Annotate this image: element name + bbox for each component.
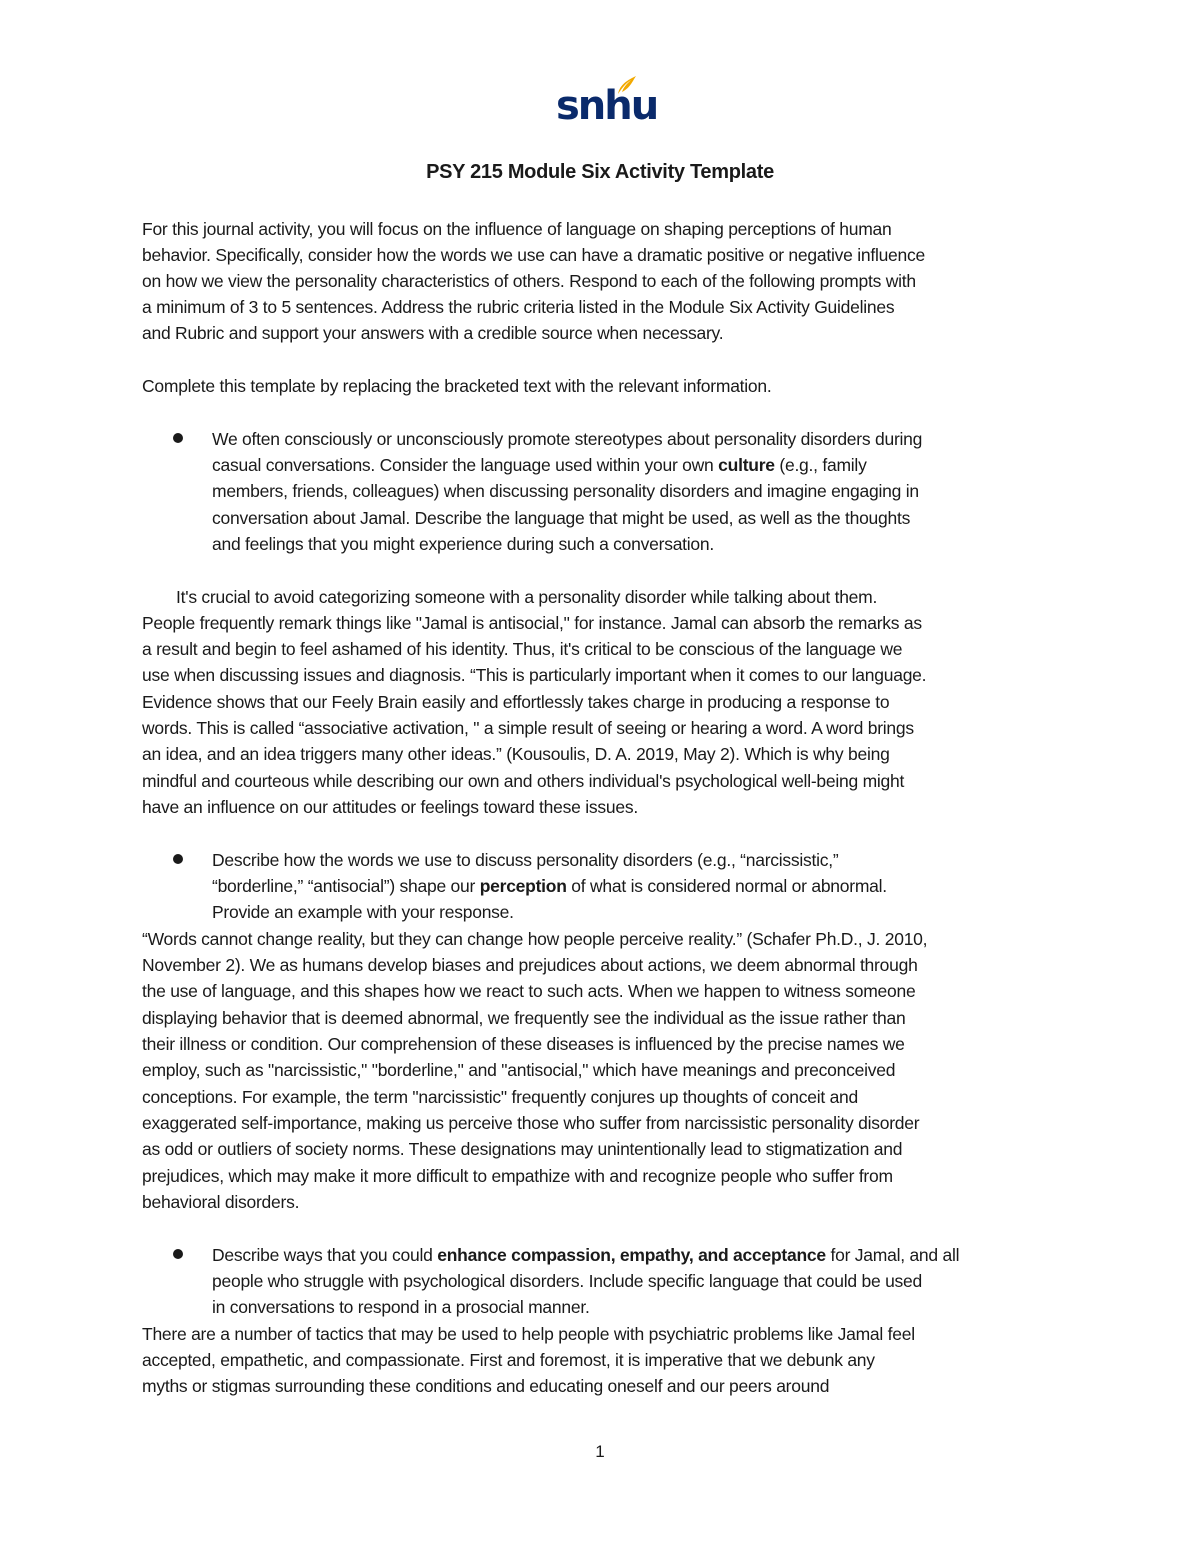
text-line: their illness or condition. Our comprehension of these diseases is influenced by the precise names we <box>142 1034 905 1054</box>
text-line: behavior. Specifically, consider how the words we use can have a dramatic positive or negative influence <box>142 245 926 265</box>
text-line: There are a number of tactics that may be used to help people with psychiatric problems like Jamal feel <box>142 1324 915 1344</box>
text-line: the use of language, and this shapes how we react to such acts. When we happen to witness someone <box>142 981 916 1001</box>
bold-term: enhance compassion, empathy, and acceptance <box>437 1245 826 1265</box>
snhu-logo <box>556 74 658 132</box>
text-line: Provide an example with your response. <box>212 902 514 922</box>
text-line: It's crucial to avoid categorizing someone with a personality disorder while talking about them. <box>176 587 878 607</box>
instruction-text: Complete this template by replacing the bracketed text with the relevant information. <box>142 376 772 396</box>
text-span: for Jamal, and all <box>825 1245 960 1265</box>
text-line: “Words cannot change reality, but they can change how people perceive reality.” (Schafer Ph.D., J. 2010, <box>142 929 928 949</box>
text-span: of what is considered normal or abnormal. <box>566 876 887 896</box>
text-span: Describe ways that you could <box>212 1245 438 1265</box>
text-line: in conversations to respond in a prosocial manner. <box>212 1297 590 1317</box>
text-line <box>212 1242 1062 1268</box>
text-line: use when discussing issues and diagnosis. “This is particularly important when it comes to our language. <box>142 665 927 685</box>
text-line <box>212 452 1062 478</box>
text-line: displaying behavior that is deemed abnormal, we frequently see the individual as the issue rather than <box>142 1008 906 1028</box>
text-line: Describe how the words we use to discuss personality disorders (e.g., “narcissistic,” <box>212 850 839 870</box>
text-line: prejudices, which may make it more difficult to empathize with and recognize people who suffer from <box>142 1166 893 1186</box>
text-line: We often consciously or unconsciously promote stereotypes about personality disorders during <box>212 429 923 449</box>
text-line: conceptions. For example, the term "narcissistic" frequently conjures up thoughts of conceit and <box>142 1087 859 1107</box>
page-number: 1 <box>595 1442 605 1461</box>
text-line: employ, such as "narcissistic," "borderline," and "antisocial," which have meanings and preconceived <box>142 1060 896 1080</box>
text-line: and feelings that you might experience during such a conversation. <box>212 534 715 554</box>
bullet-icon <box>173 433 183 443</box>
text-line: people who struggle with psychological disorders. Include specific language that could be used <box>212 1271 923 1291</box>
text-line: a result and begin to feel ashamed of his identity. Thus, it's critical to be conscious of the language we <box>142 639 903 659</box>
document-title: PSY 215 Module Six Activity Template <box>426 161 774 183</box>
logo-wordmark: snhu <box>556 83 658 129</box>
text-line: Evidence shows that our Feely Brain easily and effortlessly takes charge in producing a response to <box>142 692 890 712</box>
text-line: behavioral disorders. <box>142 1192 300 1212</box>
text-line: mindful and courteous while describing our own and others individual's psychological well-being might <box>142 771 905 791</box>
text-span: “borderline,” “antisocial”) shape our <box>212 876 480 896</box>
text-line: conversation about Jamal. Describe the language that might be used, as well as the thoughts <box>212 508 911 528</box>
text-line: on how we view the personality characteristics of others. Respond to each of the following prompts with <box>142 271 916 291</box>
text-line: have an influence on our attitudes or feelings toward these issues. <box>142 797 638 817</box>
text-line: accepted, empathetic, and compassionate. First and foremost, it is imperative that we debunk any <box>142 1350 875 1370</box>
bullet-icon <box>173 1249 183 1259</box>
text-line: and Rubric and support your answers with a credible source when necessary. <box>142 323 724 343</box>
bold-term: culture <box>718 455 775 475</box>
text-line: a minimum of 3 to 5 sentences. Address the rubric criteria listed in the Module Six Activity Guidelines <box>142 297 895 317</box>
text-line: members, friends, colleagues) when discussing personality disorders and imagine engaging in <box>212 481 919 501</box>
text-line: as odd or outliers of society norms. These designations may unintentionally lead to stigmatization and <box>142 1139 903 1159</box>
text-span: (e.g., family <box>774 455 867 475</box>
bullet-icon <box>173 854 183 864</box>
text-line: an idea, and an idea triggers many other ideas.” (Kousoulis, D. A. 2019, May 2). Which is why being <box>142 744 890 764</box>
bold-term: perception <box>479 876 567 896</box>
text-line: People frequently remark things like "Jamal is antisocial," for instance. Jamal can absorb the remarks as <box>142 613 922 633</box>
text-line: For this journal activity, you will focus on the influence of language on shaping perceptions of human <box>142 219 892 239</box>
text-span: casual conversations. Consider the language used within your own <box>212 455 719 475</box>
text-line: words. This is called “associative activation, " a simple result of seeing or hearing a word. A word brings <box>142 718 914 738</box>
text-line <box>212 873 1062 899</box>
text-line: exaggerated self-importance, making us perceive those who suffer from narcissistic personality disorder <box>142 1113 920 1133</box>
text-line: November 2). We as humans develop biases and prejudices about actions, we deem abnormal through <box>142 955 918 975</box>
text-line: myths or stigmas surrounding these conditions and educating oneself and our peers around <box>142 1376 830 1396</box>
